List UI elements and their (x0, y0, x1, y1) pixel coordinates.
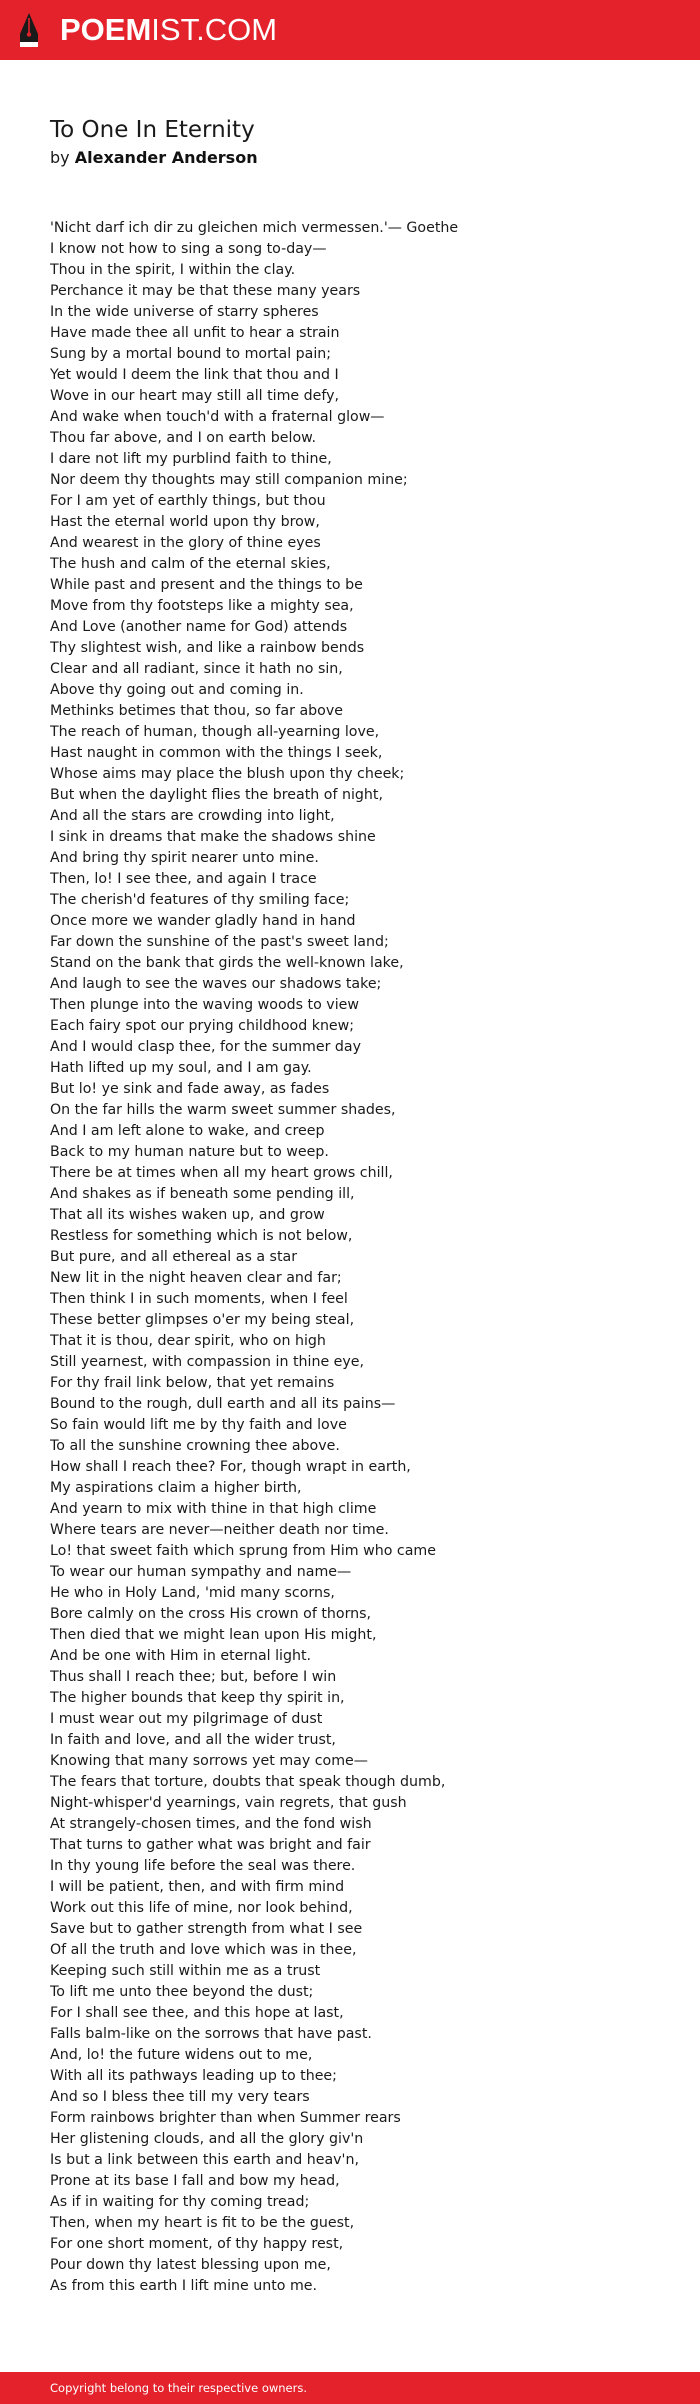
poem-line: And shakes as if beneath some pending ill, (50, 1186, 355, 1202)
poem-line: Above thy going out and coming in. (50, 682, 304, 698)
poem-line: Move from thy footsteps like a mighty sea, (50, 598, 354, 614)
poem-line: For thy frail link below, that yet remains (50, 1375, 335, 1391)
poem-line: And Love (another name for God) attends (50, 619, 348, 635)
poem-line: And yearn to mix with thine in that high clime (50, 1501, 377, 1517)
poem-line: Whose aims may place the blush upon thy cheek; (50, 766, 405, 782)
poem-line: The reach of human, though all-yearning love, (50, 724, 380, 740)
poem-line: While past and present and the things to be (50, 577, 363, 593)
author-link[interactable]: Alexander Anderson (74, 148, 258, 167)
poem-line: Still yearnest, with compassion in thine eye, (50, 1354, 365, 1370)
poem-line: Sung by a mortal bound to mortal pain; (50, 346, 332, 362)
poem-line: Prone at its base I fall and bow my head, (50, 2173, 340, 2189)
poem-line: And so I bless thee till my very tears (50, 2089, 310, 2105)
poem-line: Each fairy spot our prying childhood knew; (50, 1018, 355, 1034)
poem-line: Knowing that many sorrows yet may come— (50, 1753, 368, 1769)
poem-line: Pour down thy latest blessing upon me, (50, 2257, 331, 2273)
poem-line: To lift me unto thee beyond the dust; (50, 1984, 314, 2000)
logo-light: IST.COM (151, 12, 278, 47)
poem-line: Clear and all radiant, since it hath no sin, (50, 661, 343, 677)
poem-line: In thy young life before the seal was there. (50, 1858, 356, 1874)
poem-line: Stand on the bank that girds the well-known lake, (50, 955, 404, 971)
poem-line: I must wear out my pilgrimage of dust (50, 1711, 323, 1727)
poem-line: And wearest in the glory of thine eyes (50, 535, 321, 551)
poem-line: Thus shall I reach thee; but, before I win (50, 1669, 337, 1685)
poem-line: Night-whisper'd yearnings, vain regrets, that gush (50, 1795, 407, 1811)
poem-line: Work out this life of mine, nor look behind, (50, 1900, 353, 1916)
poem-line: The higher bounds that keep thy spirit in, (50, 1690, 345, 1706)
site-footer (0, 2372, 700, 2404)
pen-nib-icon (18, 12, 40, 48)
poem-line: 'Nicht darf ich dir zu gleichen mich vermessen.'— Goethe (50, 220, 459, 236)
poem-line: Bound to the rough, dull earth and all its pains— (50, 1396, 396, 1412)
poem-line: And wake when touch'd with a fraternal glow— (50, 409, 385, 425)
poem-line: And I am left alone to wake, and creep (50, 1123, 325, 1139)
poem-line: But lo! ye sink and fade away, as fades (50, 1081, 330, 1097)
site-logo-link[interactable] (18, 12, 277, 48)
poem-line: Of all the truth and love which was in thee, (50, 1942, 357, 1958)
poem-line: So fain would lift me by thy faith and love (50, 1417, 347, 1433)
poem-line: Far down the sunshine of the past's sweet land; (50, 934, 389, 950)
poem-line: For I am yet of earthly things, but thou (50, 493, 326, 509)
poem-line: Back to my human nature but to weep. (50, 1144, 329, 1160)
poem-line: That turns to gather what was bright and fair (50, 1837, 371, 1853)
poem-line: For I shall see thee, and this hope at last, (50, 2005, 344, 2021)
poem-line: Then think I in such moments, when I feel (50, 1291, 348, 1307)
byline-prefix: by (50, 148, 70, 167)
poem-line: Keeping such still within me as a trust (50, 1963, 321, 1979)
poem-line: And, lo! the future widens out to me, (50, 2047, 313, 2063)
poem-line: And all the stars are crowding into light, (50, 808, 335, 824)
poem-line: Lo! that sweet faith which sprung from Him who came (50, 1543, 436, 1559)
poem-line: I sink in dreams that make the shadows shine (50, 829, 376, 845)
poem-line: He who in Holy Land, 'mid many scorns, (50, 1585, 335, 1601)
poem-line: At strangely-chosen times, and the fond wish (50, 1816, 372, 1832)
poem-line: And laugh to see the waves our shadows take; (50, 976, 382, 992)
poem-line: For one short moment, of thy happy rest, (50, 2236, 344, 2252)
poem-line: And be one with Him in eternal light. (50, 1648, 312, 1664)
poem-line: As if in waiting for thy coming tread; (50, 2194, 310, 2210)
poem-line: Once more we wander gladly hand in hand (50, 913, 356, 929)
poem-line: My aspirations claim a higher birth, (50, 1480, 302, 1496)
poem-line: Then plunge into the waving woods to view (50, 997, 359, 1013)
poem-line: Save but to gather strength from what I see (50, 1921, 363, 1937)
poem-line: Perchance it may be that these many years (50, 283, 361, 299)
poem-line: That it is thou, dear spirit, who on high (50, 1333, 326, 1349)
poem-line: Thy slightest wish, and like a rainbow bends (50, 640, 365, 656)
poem-line: But pure, and all ethereal as a star (50, 1249, 298, 1265)
poem-line: Then died that we might lean upon His might, (50, 1627, 377, 1643)
poem-byline (50, 147, 258, 169)
poem-line: Restless for something which is not below, (50, 1228, 353, 1244)
poem-line: Hast naught in common with the things I seek, (50, 745, 383, 761)
poem-line: I dare not lift my purblind faith to thine, (50, 451, 332, 467)
poem-line: And bring thy spirit nearer unto mine. (50, 850, 319, 866)
logo-text (60, 12, 277, 48)
logo-bold: POEM (60, 12, 152, 47)
poem-line: The fears that torture, doubts that speak though dumb, (50, 1774, 446, 1790)
site-header (0, 0, 700, 60)
poem-line: That all its wishes waken up, and grow (50, 1207, 325, 1223)
poem-line: The hush and calm of the eternal skies, (50, 556, 331, 572)
poem-line: Where tears are never—neither death nor time. (50, 1522, 389, 1538)
poem-title: To One In Eternity (50, 117, 255, 143)
poem-line: Thou in the spirit, I within the clay. (50, 262, 296, 278)
poem-line: Is but a link between this earth and heav'n, (50, 2152, 359, 2168)
poem-line: With all its pathways leading up to thee; (50, 2068, 337, 2084)
poem-line: Then, lo! I see thee, and again I trace (50, 871, 317, 887)
poem-line: I will be patient, then, and with firm mind (50, 1879, 345, 1895)
poem-body (50, 218, 670, 2297)
poem-line: Yet would I deem the link that thou and I (50, 367, 339, 383)
poem-line: As from this earth I lift mine unto me. (50, 2278, 318, 2294)
poem-line: Nor deem thy thoughts may still companion mine; (50, 472, 408, 488)
poem-line: On the far hills the warm sweet summer shades, (50, 1102, 396, 1118)
poem-line: But when the daylight flies the breath of night, (50, 787, 383, 803)
poem-line: Falls balm-like on the sorrows that have past. (50, 2026, 372, 2042)
poem-line: New lit in the night heaven clear and far; (50, 1270, 342, 1286)
poem-line: In faith and love, and all the wider trust, (50, 1732, 336, 1748)
poem-line: Her glistening clouds, and all the glory giv'n (50, 2131, 364, 2147)
poem-line: The cherish'd features of thy smiling face; (50, 892, 350, 908)
poem-line: Methinks betimes that thou, so far above (50, 703, 343, 719)
poem-line: Have made thee all unfit to hear a strain (50, 325, 340, 341)
copyright-text: Copyright belong to their respective owners. (50, 2381, 308, 2395)
poem-line: Form rainbows brighter than when Summer rears (50, 2110, 401, 2126)
poem-line: How shall I reach thee? For, though wrapt in earth, (50, 1459, 411, 1475)
poem-line: To wear our human sympathy and name— (50, 1564, 352, 1580)
poem-line: There be at times when all my heart grows chill, (50, 1165, 393, 1181)
poem-line: Wove in our heart may still all time defy, (50, 388, 340, 404)
poem-line: Bore calmly on the cross His crown of thorns, (50, 1606, 372, 1622)
poem-line: Thou far above, and I on earth below. (50, 430, 316, 446)
poem-line: And I would clasp thee, for the summer day (50, 1039, 362, 1055)
poem-line: To all the sunshine crowning thee above. (50, 1438, 340, 1454)
poem-line: These better glimpses o'er my being steal, (50, 1312, 355, 1328)
poem-line: In the wide universe of starry spheres (50, 304, 319, 320)
poem-line: Hast the eternal world upon thy brow, (50, 514, 320, 530)
poem-line: Then, when my heart is fit to be the guest, (50, 2215, 355, 2231)
poem-line: I know not how to sing a song to-day— (50, 241, 327, 257)
poem-line: Hath lifted up my soul, and I am gay. (50, 1060, 312, 1076)
